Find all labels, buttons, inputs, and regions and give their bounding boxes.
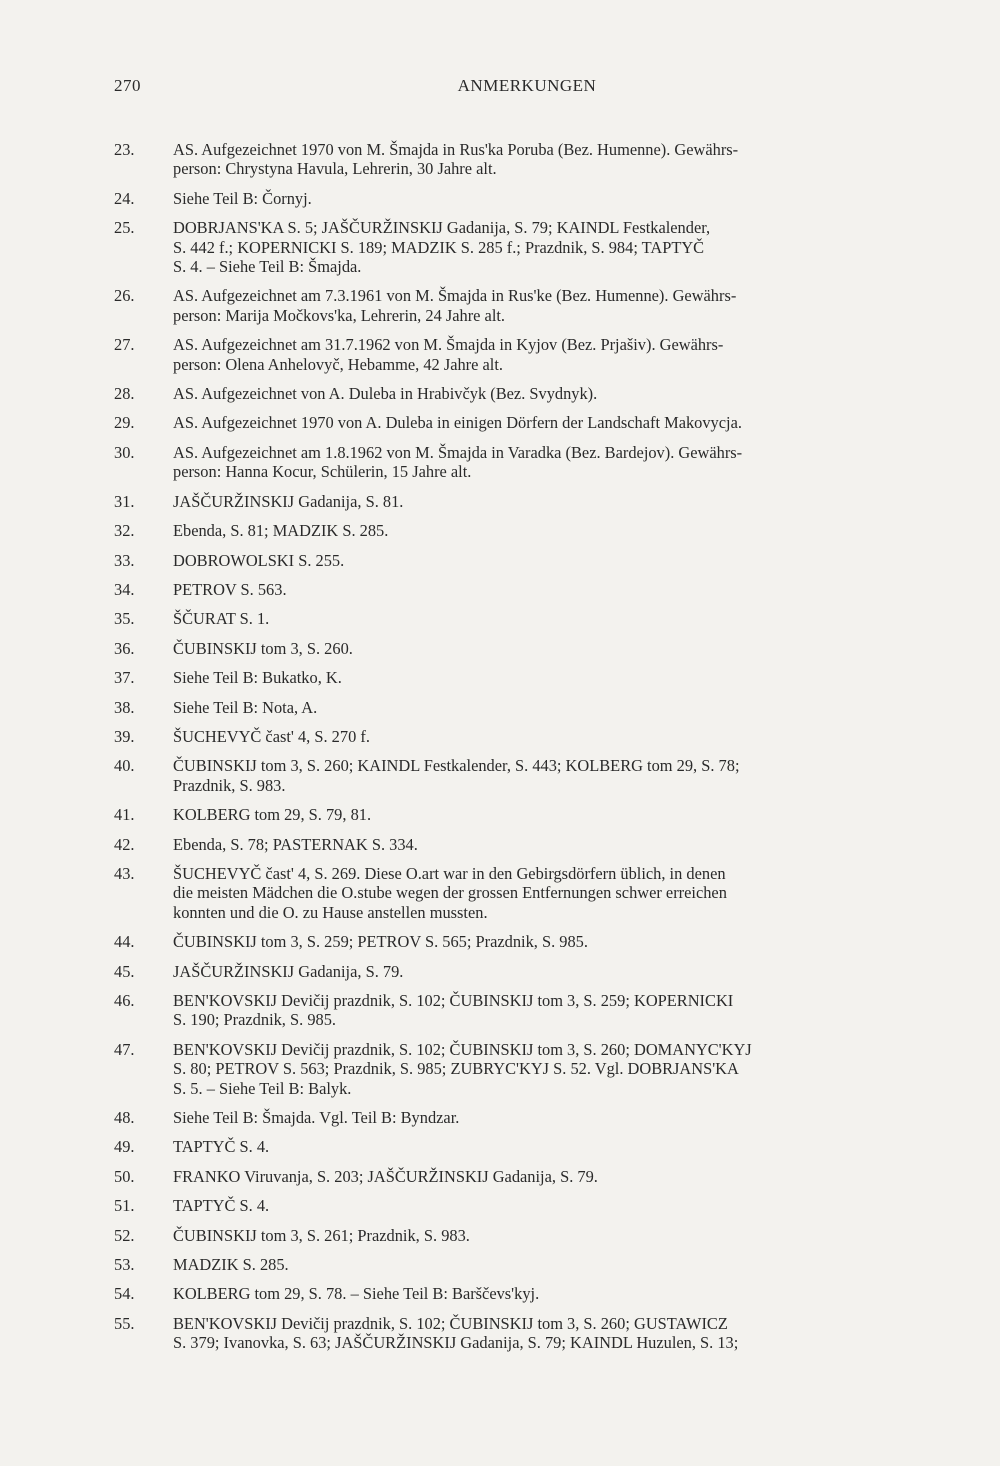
note-item bbox=[114, 805, 904, 824]
note-item bbox=[114, 1196, 904, 1215]
note-number: 45. bbox=[114, 961, 135, 981]
note-text: ČUBINSKIJ tom 3, S. 260. bbox=[173, 638, 353, 658]
note-item bbox=[114, 991, 904, 1030]
note-number: 28. bbox=[114, 384, 135, 404]
note-item bbox=[114, 668, 904, 687]
note-number: 36. bbox=[114, 638, 135, 658]
note-item bbox=[114, 384, 904, 403]
note-text: Siehe Teil B: Bukatko, K. bbox=[173, 668, 342, 688]
note-text: KOLBERG tom 29, S. 79, 81. bbox=[173, 805, 372, 825]
note-number: 26. bbox=[114, 286, 135, 306]
note-number: 32. bbox=[114, 521, 135, 541]
page-number: 270 bbox=[114, 76, 141, 95]
note-text: PETROV S. 563. bbox=[173, 579, 287, 599]
note-text: Siehe Teil B: Šmajda. Vgl. Teil B: Byndzar. bbox=[173, 1108, 460, 1128]
note-number: 27. bbox=[114, 335, 135, 355]
note-text: DOBRJANS'KA S. 5; JAŠČURŽINSKIJ Gadanija, S. 79; KAINDL Festkalender, S. 442 f.; KOPERNICKI S. 189; MADZIK S. 285 f.; Prazdnik, S. 984; TAPTYČ S. 4. – Siehe Teil B: Šmajda. bbox=[173, 218, 711, 277]
note-number: 25. bbox=[114, 218, 135, 238]
note-text: ŠČURAT S. 1. bbox=[173, 609, 270, 629]
note-item bbox=[114, 609, 904, 628]
note-text: AS. Aufgezeichnet 1970 von A. Duleba in einigen Dörfern der Landschaft Makovycja. bbox=[173, 413, 742, 433]
note-number: 55. bbox=[114, 1313, 135, 1333]
note-text: ČUBINSKIJ tom 3, S. 259; PETROV S. 565; Prazdnik, S. 985. bbox=[173, 932, 588, 952]
note-number: 51. bbox=[114, 1196, 135, 1216]
note-item bbox=[114, 580, 904, 599]
note-number: 49. bbox=[114, 1137, 135, 1157]
note-number: 34. bbox=[114, 579, 135, 599]
note-item bbox=[114, 1226, 904, 1245]
note-item bbox=[114, 756, 904, 795]
note-text: MADZIK S. 285. bbox=[173, 1255, 289, 1275]
note-number: 44. bbox=[114, 932, 135, 952]
note-item bbox=[114, 1255, 904, 1274]
note-item bbox=[114, 551, 904, 570]
note-item bbox=[114, 1108, 904, 1127]
note-item bbox=[114, 521, 904, 540]
note-number: 31. bbox=[114, 491, 135, 511]
note-text: ŠUCHEVYČ čast' 4, S. 269. Diese O.art war in den Gebirgsdörfern üblich, in denen die meisten Mädchen die O.stube wegen der grossen Entfernungen schwer erreichen konnten und die O. zu Hause anstellen mussten. bbox=[173, 863, 727, 922]
note-number: 38. bbox=[114, 697, 135, 717]
note-item bbox=[114, 835, 904, 854]
note-item bbox=[114, 864, 904, 922]
note-text: Ebenda, S. 81; MADZIK S. 285. bbox=[173, 521, 389, 541]
notes-list bbox=[114, 140, 904, 1363]
note-number: 23. bbox=[114, 140, 135, 159]
note-item bbox=[114, 698, 904, 717]
note-text: BEN'KOVSKIJ Devičij prazdnik, S. 102; ČUBINSKIJ tom 3, S. 259; KOPERNICKI S. 190; Prazdnik, S. 985. bbox=[173, 991, 734, 1030]
note-item bbox=[114, 932, 904, 951]
note-item bbox=[114, 189, 904, 208]
note-item bbox=[114, 335, 904, 374]
note-number: 29. bbox=[114, 413, 135, 433]
note-number: 54. bbox=[114, 1284, 135, 1304]
note-text: TAPTYČ S. 4. bbox=[173, 1137, 270, 1157]
note-text: Ebenda, S. 78; PASTERNAK S. 334. bbox=[173, 834, 418, 854]
note-text: ŠUCHEVYČ čast' 4, S. 270 f. bbox=[173, 726, 370, 746]
note-item bbox=[114, 492, 904, 511]
note-item bbox=[114, 962, 904, 981]
note-text: JAŠČURŽINSKIJ Gadanija, S. 79. bbox=[173, 961, 404, 981]
note-text: AS. Aufgezeichnet am 1.8.1962 von M. Šmajda in Varadka (Bez. Bardejov). Gewährs- person: Hanna Kocur, Schülerin, 15 Jahre alt. bbox=[173, 442, 743, 482]
note-item bbox=[114, 1314, 904, 1353]
note-item bbox=[114, 1284, 904, 1303]
note-number: 35. bbox=[114, 609, 135, 629]
note-text: DOBROWOLSKI S. 255. bbox=[173, 550, 345, 570]
note-text: ČUBINSKIJ tom 3, S. 261; Prazdnik, S. 983. bbox=[173, 1225, 470, 1245]
note-number: 46. bbox=[114, 991, 135, 1010]
running-title: ANMERKUNGEN bbox=[457, 76, 597, 95]
note-number: 39. bbox=[114, 726, 135, 746]
note-text: KOLBERG tom 29, S. 78. – Siehe Teil B: Barščevs'kyj. bbox=[173, 1284, 540, 1304]
note-text: Siehe Teil B: Nota, A. bbox=[173, 697, 318, 717]
note-text: ČUBINSKIJ tom 3, S. 260; KAINDL Festkalender, S. 443; KOLBERG tom 29, S. 78; Prazdnik, S. 983. bbox=[173, 756, 740, 795]
note-text: Siehe Teil B: Čornyj. bbox=[173, 188, 312, 208]
note-number: 52. bbox=[114, 1225, 135, 1245]
note-item bbox=[114, 140, 904, 179]
note-text: AS. Aufgezeichnet 1970 von M. Šmajda in Rus'ka Poruba (Bez. Humenne). Gewährs- person: Chrystyna Havula, Lehrerin, 30 Jahre alt. bbox=[173, 140, 739, 179]
note-number: 24. bbox=[114, 188, 135, 208]
note-number: 30. bbox=[114, 442, 135, 462]
note-item bbox=[114, 727, 904, 746]
note-number: 48. bbox=[114, 1108, 135, 1128]
note-text: BEN'KOVSKIJ Devičij prazdnik, S. 102; ČUBINSKIJ tom 3, S. 260; DOMANYC'KYJ S. 80; PETROV S. 563; Prazdnik, S. 985; ZUBRYC'KYJ S. 52. Vgl. DOBRJANS'KA S. 5. – Siehe Teil B: Balyk. bbox=[173, 1039, 752, 1098]
note-number: 42. bbox=[114, 834, 135, 854]
page-header bbox=[114, 76, 900, 100]
note-number: 43. bbox=[114, 863, 135, 883]
note-item bbox=[114, 1137, 904, 1156]
note-number: 40. bbox=[114, 756, 135, 776]
note-item bbox=[114, 413, 904, 432]
note-text: AS. Aufgezeichnet von A. Duleba in Hrabivčyk (Bez. Svydnyk). bbox=[173, 384, 598, 404]
note-number: 37. bbox=[114, 668, 135, 688]
note-item bbox=[114, 286, 904, 325]
note-item bbox=[114, 639, 904, 658]
note-text: AS. Aufgezeichnet am 31.7.1962 von M. Šmajda in Kyjov (Bez. Prjašiv). Gewährs- person: Olena Anhelovyč, Hebamme, 42 Jahre alt. bbox=[173, 335, 724, 374]
note-item bbox=[114, 1040, 904, 1098]
note-number: 53. bbox=[114, 1255, 135, 1275]
note-text: FRANKO Viruvanja, S. 203; JAŠČURŽINSKIJ Gadanija, S. 79. bbox=[173, 1166, 598, 1186]
note-text: BEN'KOVSKIJ Devičij prazdnik, S. 102; ČUBINSKIJ tom 3, S. 260; GUSTAWICZ S. 379; Ivanovka, S. 63; JAŠČURŽINSKIJ Gadanija, S. 79; KAINDL Huzulen, S. 13; bbox=[173, 1313, 739, 1353]
note-number: 50. bbox=[114, 1166, 135, 1186]
note-number: 47. bbox=[114, 1039, 135, 1059]
note-text: TAPTYČ S. 4. bbox=[173, 1196, 270, 1216]
note-item bbox=[114, 218, 904, 276]
note-text: JAŠČURŽINSKIJ Gadanija, S. 81. bbox=[173, 491, 404, 511]
note-text: AS. Aufgezeichnet am 7.3.1961 von M. Šmajda in Rus'ke (Bez. Humenne). Gewährs- person: Marija Močkovs'ka, Lehrerin, 24 Jahre alt. bbox=[173, 286, 737, 325]
note-number: 41. bbox=[114, 805, 135, 825]
note-number: 33. bbox=[114, 550, 135, 570]
note-item bbox=[114, 443, 904, 482]
note-item bbox=[114, 1167, 904, 1186]
